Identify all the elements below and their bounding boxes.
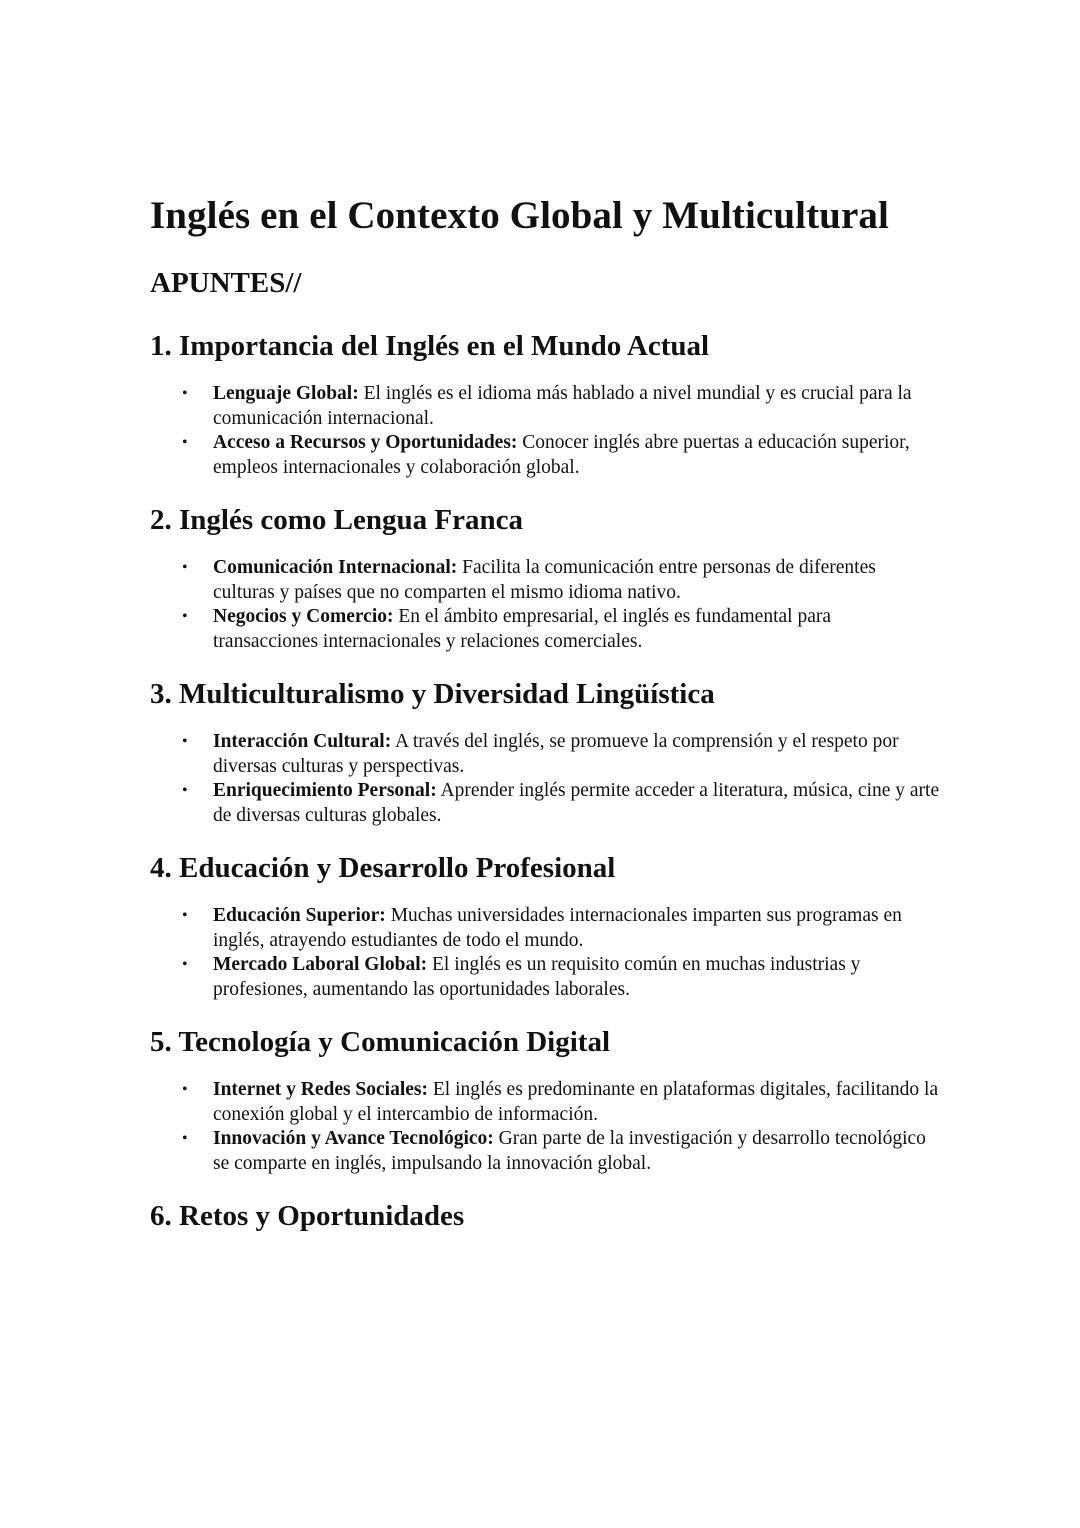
item-term: Comunicación Internacional: — [213, 557, 458, 578]
item-term: Enriquecimiento Personal: — [213, 780, 437, 801]
bullet-list — [150, 382, 940, 480]
item-term: Innovación y Avance Tecnológico: — [213, 1128, 494, 1149]
bullet-icon: • — [182, 385, 188, 402]
item-term: Internet y Redes Sociales: — [213, 1079, 429, 1100]
list-item — [182, 382, 940, 431]
list-item — [182, 779, 940, 828]
bullet-icon: • — [182, 1130, 188, 1147]
bullet-icon: • — [182, 434, 188, 451]
section-heading: 2. Inglés como Lengua Franca — [150, 504, 523, 536]
item-term: Lenguaje Global: — [213, 383, 359, 404]
list-item — [182, 730, 940, 779]
item-term: Interacción Cultural: — [213, 731, 392, 752]
item-text: Gran parte de la investigación y desarrollo tecnológico se comparte en inglés, impulsando la innovación global. — [213, 1128, 926, 1174]
item-term: Educación Superior: — [213, 905, 386, 926]
section — [150, 1198, 940, 1234]
bullet-icon: • — [182, 608, 188, 625]
list-item — [182, 904, 940, 953]
bullet-icon: • — [182, 559, 188, 576]
item-term: Acceso a Recursos y Oportunidades: — [213, 432, 518, 453]
section-heading: 3. Multiculturalismo y Diversidad Lingüística — [150, 678, 715, 710]
list-item — [182, 953, 940, 1002]
document-page — [150, 192, 940, 1256]
list-item — [182, 556, 940, 605]
section-heading: 1. Importancia del Inglés en el Mundo Actual — [150, 330, 710, 362]
item-text: Muchas universidades internacionales imparten sus programas en inglés, atrayendo estudiantes de todo el mundo. — [213, 905, 902, 951]
item-term: Negocios y Comercio: — [213, 606, 394, 627]
section — [150, 1024, 940, 1176]
item-text: Aprender inglés permite acceder a literatura, música, cine y arte de diversas culturas globales. — [213, 780, 940, 826]
list-item — [182, 605, 940, 654]
section — [150, 328, 940, 480]
bullet-icon: • — [182, 733, 188, 750]
list-item — [182, 431, 940, 480]
bullet-icon: • — [182, 956, 188, 973]
bullet-icon: • — [182, 782, 188, 799]
item-text: A través del inglés, se promueve la comprensión y el respeto por diversas culturas y perspectivas. — [213, 731, 899, 777]
bullet-icon: • — [182, 907, 188, 924]
bullet-list — [150, 556, 940, 654]
bullet-icon: • — [182, 1081, 188, 1098]
section-heading: 4. Educación y Desarrollo Profesional — [150, 852, 616, 884]
bullet-list — [150, 1078, 940, 1176]
notes-heading: APUNTES// — [150, 267, 302, 299]
item-text: Facilita la comunicación entre personas de diferentes culturas y países que no comparten el mismo idioma nativo. — [213, 557, 876, 603]
item-text: En el ámbito empresarial, el inglés es fundamental para transacciones internacionales y relaciones comerciales. — [213, 606, 832, 652]
document-title: Inglés en el Contexto Global y Multicultural — [150, 194, 889, 237]
section — [150, 676, 940, 828]
section-heading: 5. Tecnología y Comunicación Digital — [150, 1026, 611, 1058]
item-text: El inglés es un requisito común en muchas industrias y profesiones, aumentando las oportunidades laborales. — [213, 954, 861, 1000]
item-text: Conocer inglés abre puertas a educación superior, empleos internacionales y colaboración global. — [213, 432, 910, 478]
list-item — [182, 1078, 940, 1127]
bullet-list — [150, 730, 940, 828]
list-item — [182, 1127, 940, 1176]
item-text: El inglés es predominante en plataformas digitales, facilitando la conexión global y el intercambio de información. — [213, 1079, 939, 1125]
bullet-list — [150, 904, 940, 1002]
section — [150, 502, 940, 654]
section — [150, 850, 940, 1002]
item-term: Mercado Laboral Global: — [213, 954, 428, 975]
section-heading: 6. Retos y Oportunidades — [150, 1200, 465, 1232]
item-text: El inglés es el idioma más hablado a nivel mundial y es crucial para la comunicación internacional. — [213, 383, 912, 429]
